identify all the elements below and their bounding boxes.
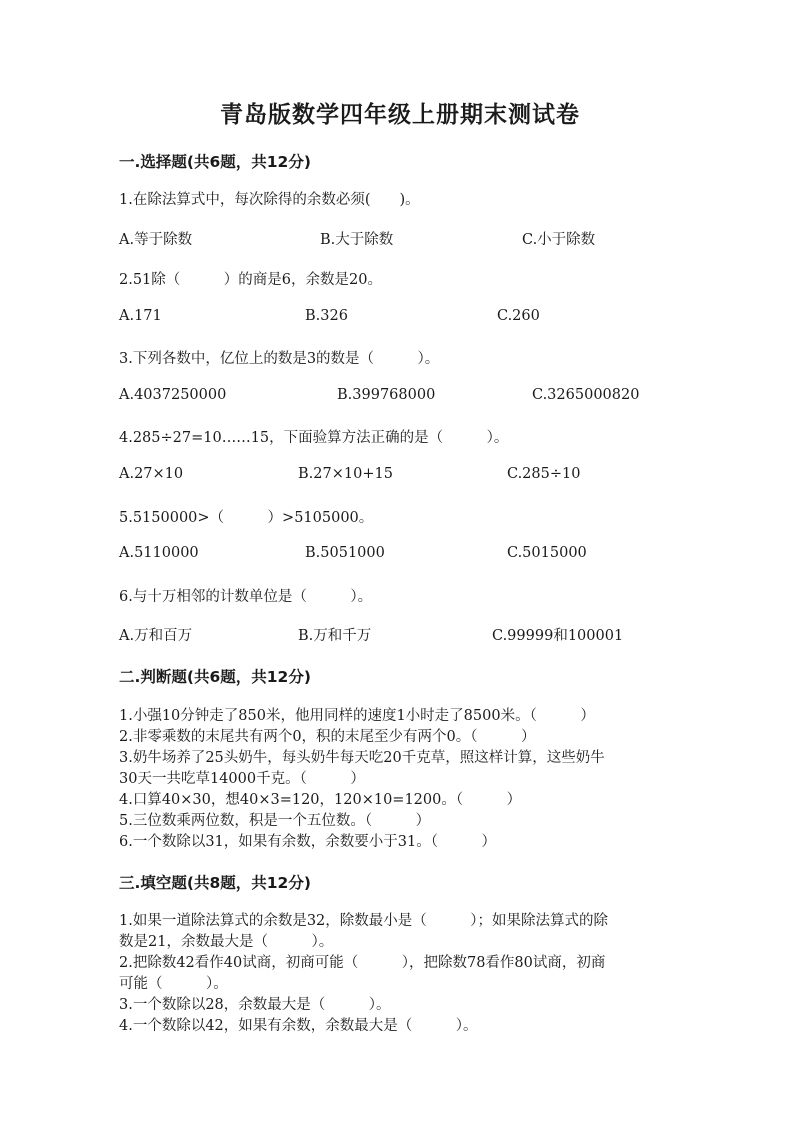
option-a: A.4037250000 bbox=[119, 387, 227, 403]
page-title: 青岛版数学四年级上册期末测试卷 bbox=[220, 101, 580, 128]
option-b: B.399768000 bbox=[337, 387, 436, 403]
option-a: A.27×10 bbox=[119, 466, 184, 482]
fill-item: 2.把除数42看作40试商，初商可能（ ），把除数78看作80试商，初商 bbox=[119, 955, 606, 971]
option-a: A.万和百万 bbox=[119, 628, 193, 644]
fill-item: 可能（ ）。 bbox=[119, 976, 228, 992]
option-c: C.260 bbox=[497, 308, 540, 324]
option-c: C.99999和100001 bbox=[492, 628, 624, 644]
option-c: C.5015000 bbox=[507, 545, 587, 561]
fill-item: 1.如果一道除法算式的余数是32，除数最小是（ ）；如果除法算式的除 bbox=[119, 913, 609, 929]
question-stem: 2.51除（ ）的商是6，余数是20。 bbox=[119, 272, 382, 288]
judge-item: 4.口算40×30，想40×3=120，120×10=1200。（ ） bbox=[119, 792, 522, 808]
question-stem: 3.下列各数中，亿位上的数是3的数是（ ）。 bbox=[119, 351, 440, 367]
section-heading-fill: 三.填空题(共8题，共12分) bbox=[119, 874, 311, 892]
judge-item: 3.奶牛场养了25头奶牛，每头奶牛每天吃20千克草，照这样计算，这些奶牛 bbox=[119, 750, 605, 766]
judge-item: 2.非零乘数的末尾共有两个0，积的末尾至少有两个0。（ ） bbox=[119, 729, 536, 745]
question-stem: 6.与十万相邻的计数单位是（ ）。 bbox=[119, 589, 373, 605]
option-c: C.3265000820 bbox=[532, 387, 640, 403]
option-b: B.326 bbox=[305, 308, 348, 324]
question-stem: 1.在除法算式中，每次除得的余数必须( )。 bbox=[119, 192, 420, 208]
section-heading-judge: 二.判断题(共6题，共12分) bbox=[119, 668, 311, 686]
option-a: A.等于除数 bbox=[119, 232, 193, 248]
option-b: B.万和千万 bbox=[298, 628, 372, 644]
section-heading-choice: 一.选择题(共6题，共12分) bbox=[119, 153, 311, 171]
fill-item: 数是21，余数最大是（ ）。 bbox=[119, 934, 334, 950]
judge-item: 5.三位数乘两位数，积是一个五位数。（ ） bbox=[119, 813, 431, 829]
judge-item: 30天一共吃草14000千克。（ ） bbox=[119, 771, 365, 787]
judge-item: 6.一个数除以31，如果有余数，余数要小于31。（ ） bbox=[119, 834, 496, 850]
option-a: A.5110000 bbox=[119, 545, 199, 561]
question-stem: 5.5150000>（ ）>5105000。 bbox=[119, 510, 374, 526]
judge-item: 1.小强10分钟走了850米，他用同样的速度1小时走了8500米。（ ） bbox=[119, 708, 595, 724]
fill-item: 4.一个数除以42，如果有余数，余数最大是（ ）。 bbox=[119, 1018, 478, 1034]
option-c: C.小于除数 bbox=[522, 232, 596, 248]
option-b: B.5051000 bbox=[305, 545, 385, 561]
option-b: B.27×10+15 bbox=[298, 466, 393, 482]
option-a: A.171 bbox=[119, 308, 162, 324]
option-c: C.285÷10 bbox=[507, 466, 581, 482]
option-b: B.大于除数 bbox=[320, 232, 394, 248]
question-stem: 4.285÷27=10……15，下面验算方法正确的是（ ）。 bbox=[119, 430, 509, 446]
fill-item: 3.一个数除以28，余数最大是（ ）。 bbox=[119, 997, 391, 1013]
